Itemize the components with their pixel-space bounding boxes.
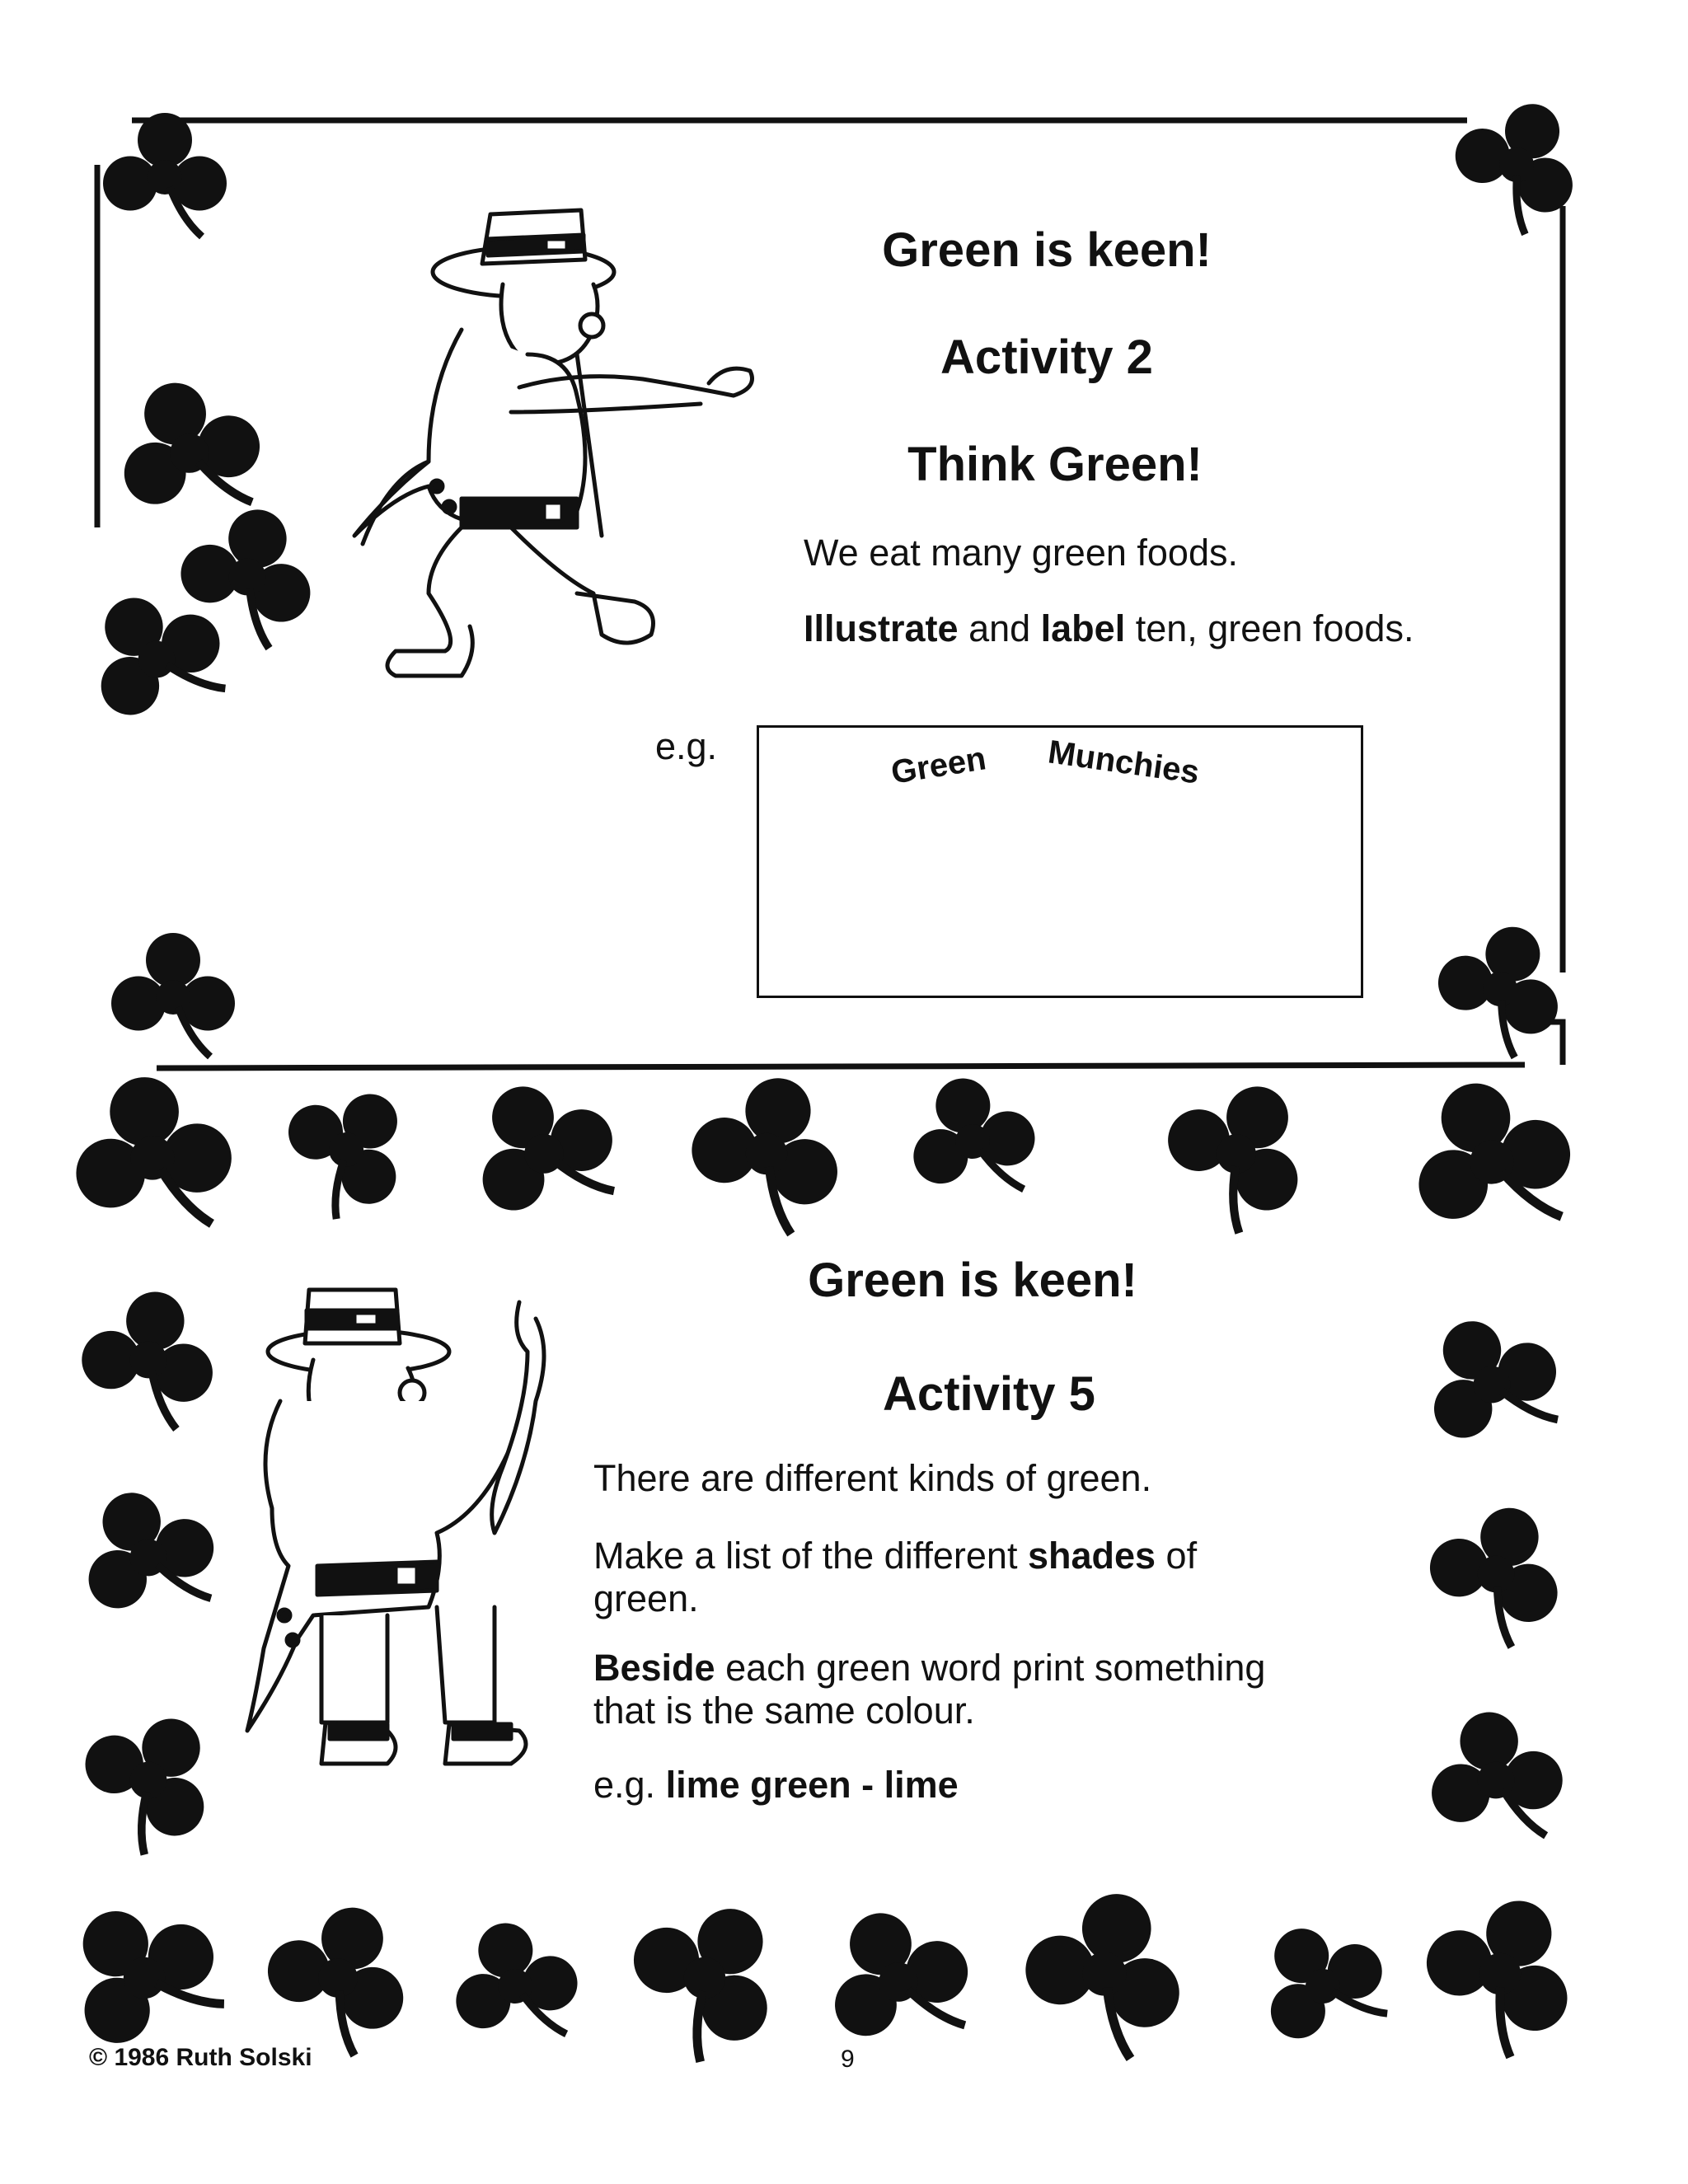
shamrock-icon <box>1142 1056 1334 1247</box>
activity5-example <box>593 1764 959 1807</box>
instruction-text: each green word print something <box>715 1647 1266 1689</box>
activity2-subtitle: Think Green! <box>907 438 1203 491</box>
activity5-instruction-1 <box>593 1535 1197 1620</box>
shamrock-icon <box>1010 1875 1202 2067</box>
instruction-text: green. <box>593 1577 699 1619</box>
example-value: lime green - lime <box>665 1764 959 1806</box>
shamrock-icon <box>249 1886 429 2065</box>
activity2-title: Green is keen! <box>882 223 1212 277</box>
shamrock-icon <box>1400 1292 1581 1473</box>
activity2-intro: We eat many green foods. <box>804 532 1238 574</box>
shamrock-icon <box>447 1056 638 1247</box>
instruction-text: of <box>1156 1535 1198 1577</box>
keyword-shades: shades <box>1027 1535 1156 1577</box>
keyword-label: label <box>1040 607 1126 649</box>
shamrock-icon <box>260 1061 434 1235</box>
shamrock-icon <box>1413 1487 1582 1656</box>
keyword-beside: Beside <box>593 1647 715 1689</box>
instruction-text: and <box>958 607 1041 649</box>
shamrock-icon <box>1236 1898 1408 2070</box>
shamrock-icon <box>103 113 227 237</box>
instruction-text: ten, green foods. <box>1125 607 1414 649</box>
shamrock-icon <box>61 1064 242 1245</box>
activity2-example-label: e.g. <box>655 725 718 767</box>
shamrock-icon <box>111 933 235 1057</box>
activity5-instruction-2 <box>593 1647 1265 1732</box>
shamrock-icon <box>1422 907 1580 1066</box>
shamrock-icon <box>677 1060 858 1241</box>
shamrock-icon <box>1419 1701 1572 1854</box>
shamrock-icon <box>59 1468 235 1643</box>
keyword-illustrate: Illustrate <box>804 607 959 649</box>
activity2-instructions <box>804 607 1414 650</box>
leprechaun-fiddler-illustration <box>354 210 753 676</box>
shamrock-icon <box>1436 81 1600 245</box>
activity5-number: Activity 5 <box>883 1367 1095 1421</box>
instruction-text: that is the same colour. <box>593 1690 975 1732</box>
shamrock-icon <box>1390 1059 1592 1260</box>
example-box-word1: Green <box>889 740 989 791</box>
shamrock-icon <box>438 1908 590 2060</box>
activity5-intro: There are different kinds of green. <box>593 1457 1152 1499</box>
example-box <box>757 725 1363 998</box>
example-box-word2: Munchies <box>1045 733 1202 791</box>
copyright: © 1986 Ruth Solski <box>89 2044 312 2071</box>
shamrock-icon <box>73 1281 225 1433</box>
shamrock-icon <box>603 1872 810 2079</box>
shamrock-icon <box>896 1063 1048 1215</box>
instruction-text: Make a list of the different <box>593 1535 1028 1577</box>
shamrock-icon <box>1403 1872 1600 2069</box>
shamrock-icon <box>58 1686 241 1870</box>
activity2-number: Activity 2 <box>940 330 1153 384</box>
shamrock-icon <box>804 1886 991 2073</box>
page-number: 9 <box>841 2046 855 2073</box>
example-prefix: e.g. <box>593 1764 666 1806</box>
leprechaun-dancer-illustration <box>247 1290 544 1764</box>
activity5-title: Green is keen! <box>808 1254 1137 1307</box>
